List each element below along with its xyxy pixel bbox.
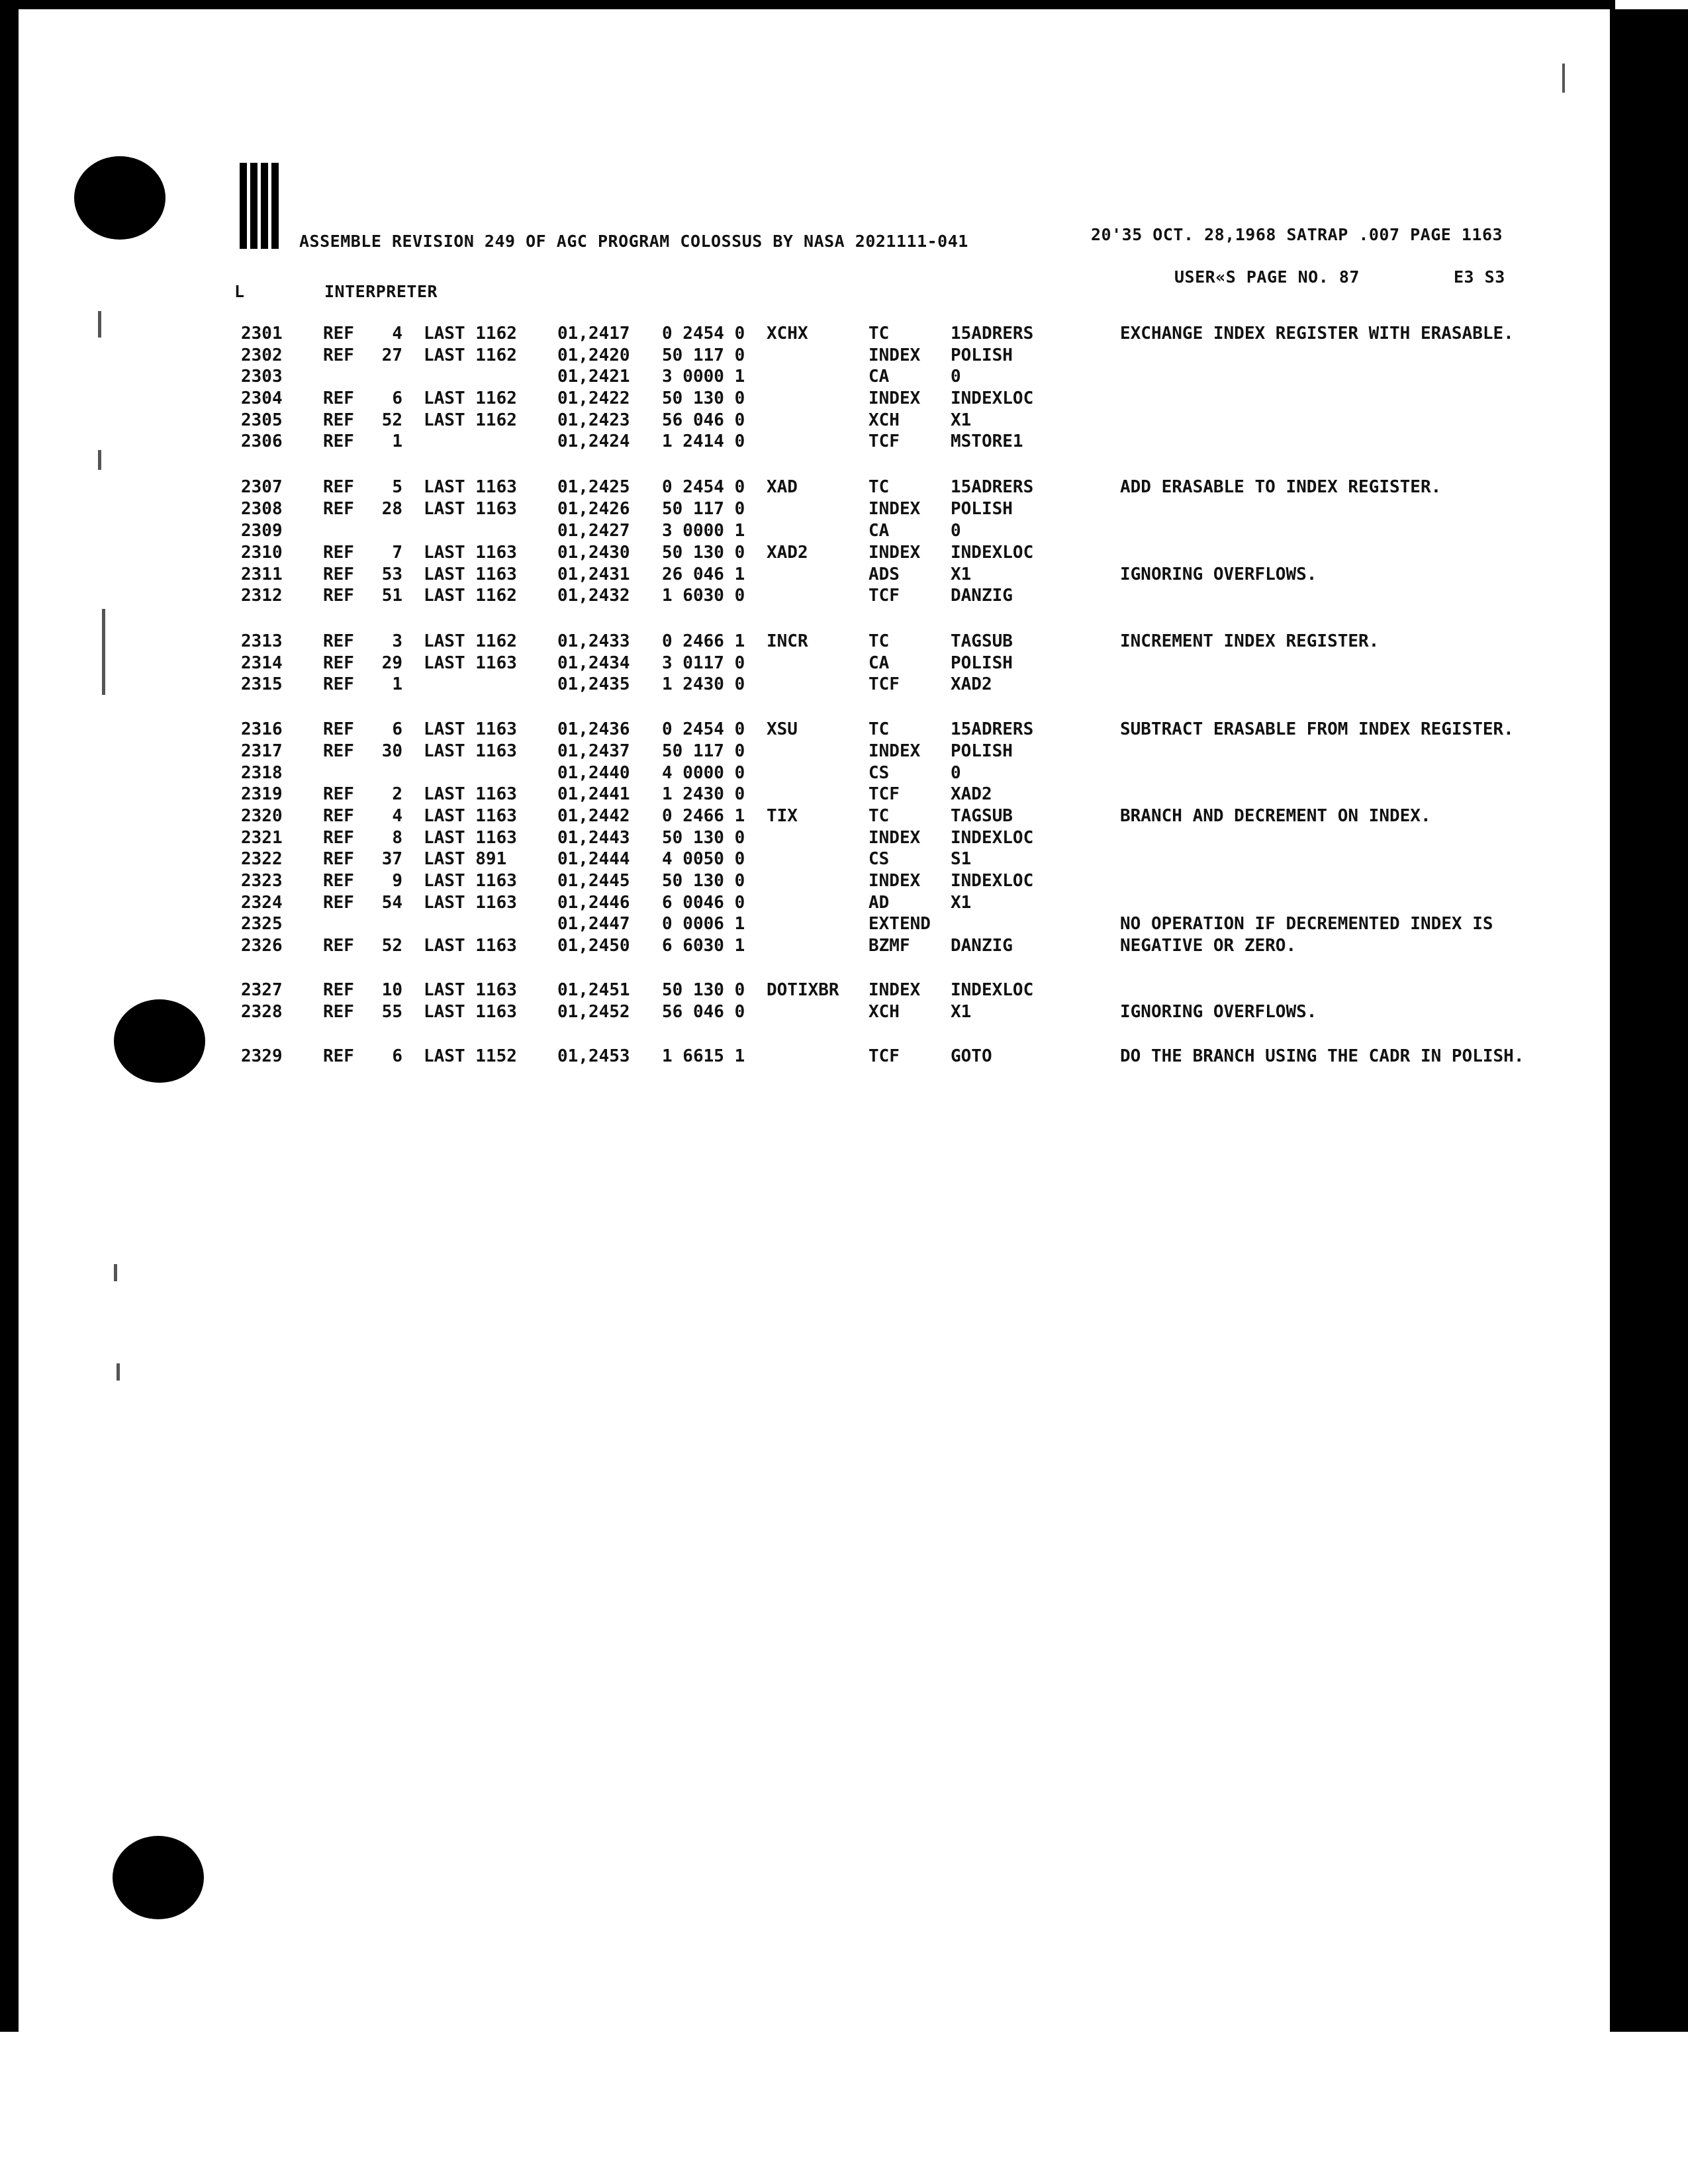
listing-row (0, 388, 1589, 409)
opcode: INDEX (868, 871, 921, 891)
listing-row (0, 870, 1589, 891)
address: 01,2433 (557, 631, 630, 651)
octal-code: 0 2466 1 (662, 806, 745, 826)
ref-count: 29 (381, 653, 402, 673)
comment: INCREMENT INDEX REGISTER. (1120, 631, 1380, 651)
address: 01,2427 (557, 521, 630, 541)
octal-code: 50 130 0 (662, 543, 745, 563)
ref-marker: REF (323, 849, 354, 869)
line-number: 2305 (241, 410, 283, 430)
column-l-label: L (234, 282, 245, 301)
listing-row (0, 979, 1589, 1001)
octal-code: 0 2454 0 (662, 719, 745, 739)
ref-count: 30 (381, 741, 402, 761)
listing-date-page: 20'35 OCT. 28,1968 SATRAP .007 PAGE 1163 (1091, 225, 1503, 244)
address: 01,2423 (557, 410, 630, 430)
address: 01,2417 (557, 324, 630, 343)
address: 01,2452 (557, 1002, 630, 1022)
address: 01,2440 (557, 763, 630, 783)
line-number: 2326 (241, 936, 283, 956)
line-number: 2327 (241, 980, 283, 1000)
address: 01,2443 (557, 828, 630, 848)
opcode: TCF (868, 674, 900, 694)
ref-marker: REF (323, 477, 354, 497)
listing-row (0, 674, 1589, 695)
address: 01,2436 (557, 719, 630, 739)
symbol-label: XAD (767, 477, 798, 497)
octal-code: 1 2430 0 (662, 784, 745, 804)
last-page: LAST 1152 (424, 1046, 517, 1066)
listing-row (0, 848, 1589, 870)
opcode: TCF (868, 784, 900, 804)
operand: 15ADRERS (951, 324, 1034, 343)
octal-code: 50 130 0 (662, 980, 745, 1000)
ref-count: 51 (381, 586, 402, 606)
ref-marker: REF (323, 565, 354, 584)
last-page: LAST 1163 (424, 477, 517, 497)
octal-code: 56 046 0 (662, 1002, 745, 1022)
address: 01,2425 (557, 477, 630, 497)
last-page: LAST 1163 (424, 565, 517, 584)
ref-marker: REF (323, 674, 354, 694)
ref-marker: REF (323, 410, 354, 430)
address: 01,2442 (557, 806, 630, 826)
last-page: LAST 1162 (424, 388, 517, 408)
ref-count: 6 (392, 719, 402, 739)
section-codes: E3 S3 (1454, 267, 1505, 287)
opcode: CS (868, 849, 890, 869)
last-page: LAST 1163 (424, 806, 517, 826)
last-page: LAST 1163 (424, 719, 517, 739)
listing-row (0, 323, 1589, 344)
listing-row (0, 935, 1589, 956)
operand: 0 (951, 521, 961, 541)
symbol-label: XCHX (767, 324, 808, 343)
listing-row (0, 892, 1589, 913)
listing-row (0, 719, 1589, 740)
opcode: INDEX (868, 543, 921, 563)
line-number: 2302 (241, 345, 283, 365)
operand: XAD2 (951, 674, 992, 694)
address: 01,2424 (557, 432, 630, 451)
ref-marker: REF (323, 345, 354, 365)
octal-code: 4 0000 0 (662, 763, 745, 783)
octal-code: 1 2430 0 (662, 674, 745, 694)
ref-count: 5 (392, 477, 402, 497)
ref-count: 54 (381, 893, 402, 913)
last-page: LAST 1163 (424, 1002, 517, 1022)
section-title: INTERPRETER (324, 282, 438, 301)
ref-marker: REF (323, 784, 354, 804)
listing-row (0, 564, 1589, 585)
scan-speck (1562, 64, 1565, 93)
octal-code: 4 0050 0 (662, 849, 745, 869)
operand: 0 (951, 763, 961, 783)
line-number: 2328 (241, 1002, 283, 1022)
ref-marker: REF (323, 1002, 354, 1022)
address: 01,2453 (557, 1046, 630, 1066)
last-page: LAST 1163 (424, 980, 517, 1000)
scan-speck (102, 609, 105, 695)
line-number: 2325 (241, 914, 283, 934)
line-number: 2317 (241, 741, 283, 761)
listing-row (0, 805, 1589, 827)
operand: X1 (951, 410, 972, 430)
listing-row (0, 827, 1589, 848)
operand: TAGSUB (951, 806, 1013, 826)
ref-count: 6 (392, 388, 402, 408)
octal-code: 1 2414 0 (662, 432, 745, 451)
last-page: LAST 891 (424, 849, 507, 869)
ref-count: 9 (392, 871, 402, 891)
ref-marker: REF (323, 543, 354, 563)
listing-row (0, 431, 1589, 452)
operand: INDEXLOC (951, 980, 1034, 1000)
octal-code: 1 6615 1 (662, 1046, 745, 1066)
opcode: XCH (868, 1002, 900, 1022)
opcode: INDEX (868, 388, 921, 408)
address: 01,2421 (557, 367, 630, 387)
octal-code: 3 0117 0 (662, 653, 745, 673)
ref-count: 3 (392, 631, 402, 651)
octal-code: 0 2454 0 (662, 324, 745, 343)
ref-marker: REF (323, 1046, 354, 1066)
comment: NO OPERATION IF DECREMENTED INDEX IS (1120, 914, 1493, 934)
operand: TAGSUB (951, 631, 1013, 651)
last-page: LAST 1163 (424, 893, 517, 913)
listing-row (0, 784, 1589, 805)
octal-code: 56 046 0 (662, 410, 745, 430)
operand: XAD2 (951, 784, 992, 804)
symbol-label: TIX (767, 806, 798, 826)
users-page-number: USER«S PAGE NO. 87 (1174, 267, 1360, 287)
last-page: LAST 1162 (424, 345, 517, 365)
line-number: 2306 (241, 432, 283, 451)
operand: INDEXLOC (951, 828, 1034, 848)
ref-count: 2 (392, 784, 402, 804)
opcode: BZMF (868, 936, 910, 956)
comment: IGNORING OVERFLOWS. (1120, 1002, 1317, 1022)
operand: POLISH (951, 741, 1013, 761)
ref-marker: REF (323, 871, 354, 891)
address: 01,2435 (557, 674, 630, 694)
line-number: 2313 (241, 631, 283, 651)
line-number: 2316 (241, 719, 283, 739)
last-page: LAST 1163 (424, 653, 517, 673)
octal-code: 3 0000 1 (662, 367, 745, 387)
binder-mark (240, 163, 247, 249)
operand: POLISH (951, 499, 1013, 519)
line-number: 2309 (241, 521, 283, 541)
comment: IGNORING OVERFLOWS. (1120, 565, 1317, 584)
opcode: TCF (868, 432, 900, 451)
address: 01,2445 (557, 871, 630, 891)
octal-code: 50 117 0 (662, 741, 745, 761)
listing-row (0, 477, 1589, 498)
last-page: LAST 1162 (424, 324, 517, 343)
opcode: CA (868, 521, 890, 541)
octal-code: 3 0000 1 (662, 521, 745, 541)
listing-title: ASSEMBLE REVISION 249 OF AGC PROGRAM COLOSSUS BY NASA 2021111-041 (299, 232, 968, 251)
ref-marker: REF (323, 806, 354, 826)
binder-mark (261, 163, 268, 249)
operand: INDEXLOC (951, 388, 1034, 408)
symbol-label: XSU (767, 719, 798, 739)
ref-marker: REF (323, 893, 354, 913)
scan-speck (98, 450, 101, 470)
opcode: TC (868, 806, 890, 826)
line-number: 2324 (241, 893, 283, 913)
last-page: LAST 1163 (424, 543, 517, 563)
address: 01,2426 (557, 499, 630, 519)
line-number: 2315 (241, 674, 283, 694)
operand: 15ADRERS (951, 719, 1034, 739)
address: 01,2447 (557, 914, 630, 934)
operand: 0 (951, 367, 961, 387)
opcode: INDEX (868, 345, 921, 365)
octal-code: 0 2466 1 (662, 631, 745, 651)
opcode: CA (868, 367, 890, 387)
symbol-label: XAD2 (767, 543, 808, 563)
address: 01,2430 (557, 543, 630, 563)
ref-count: 4 (392, 324, 402, 343)
ref-count: 1 (392, 432, 402, 451)
opcode: INDEX (868, 741, 921, 761)
address: 01,2434 (557, 653, 630, 673)
operand: X1 (951, 1002, 972, 1022)
symbol-label: DOTIXBR (767, 980, 839, 1000)
listing-row (0, 913, 1589, 934)
octal-code: 50 117 0 (662, 499, 745, 519)
line-number: 2319 (241, 784, 283, 804)
line-number: 2321 (241, 828, 283, 848)
line-number: 2320 (241, 806, 283, 826)
opcode: EXTEND (868, 914, 931, 934)
address: 01,2420 (557, 345, 630, 365)
operand: POLISH (951, 653, 1013, 673)
ref-count: 28 (381, 499, 402, 519)
operand: INDEXLOC (951, 543, 1034, 563)
ref-marker: REF (323, 586, 354, 606)
last-page: LAST 1162 (424, 586, 517, 606)
comment: DO THE BRANCH USING THE CADR IN POLISH. (1120, 1046, 1524, 1066)
line-number: 2310 (241, 543, 283, 563)
ref-count: 27 (381, 345, 402, 365)
line-number: 2322 (241, 849, 283, 869)
operand: MSTORE1 (951, 432, 1023, 451)
listing-row (0, 1046, 1589, 1067)
last-page: LAST 1163 (424, 499, 517, 519)
scan-border-right (1610, 9, 1688, 2032)
address: 01,2437 (557, 741, 630, 761)
last-page: LAST 1163 (424, 741, 517, 761)
line-number: 2323 (241, 871, 283, 891)
ref-marker: REF (323, 719, 354, 739)
last-page: LAST 1163 (424, 784, 517, 804)
operand: X1 (951, 893, 972, 913)
scan-speck (117, 1363, 120, 1381)
line-number: 2314 (241, 653, 283, 673)
comment: NEGATIVE OR ZERO. (1120, 936, 1297, 956)
last-page: LAST 1163 (424, 936, 517, 956)
listing-row (0, 498, 1589, 520)
ref-marker: REF (323, 631, 354, 651)
symbol-label: INCR (767, 631, 808, 651)
ref-count: 4 (392, 806, 402, 826)
octal-code: 1 6030 0 (662, 586, 745, 606)
line-number: 2303 (241, 367, 283, 387)
scan-speck (98, 311, 101, 338)
opcode: CS (868, 763, 890, 783)
line-number: 2329 (241, 1046, 283, 1066)
listing-row (0, 762, 1589, 784)
opcode: AD (868, 893, 890, 913)
line-number: 2311 (241, 565, 283, 584)
scan-speck (114, 1264, 117, 1281)
last-page: LAST 1162 (424, 631, 517, 651)
ref-count: 55 (381, 1002, 402, 1022)
last-page: LAST 1162 (424, 410, 517, 430)
listing-row (0, 653, 1589, 674)
ref-marker: REF (323, 653, 354, 673)
ref-marker: REF (323, 828, 354, 848)
line-number: 2308 (241, 499, 283, 519)
opcode: INDEX (868, 828, 921, 848)
comment: SUBTRACT ERASABLE FROM INDEX REGISTER. (1120, 719, 1514, 739)
line-number: 2312 (241, 586, 283, 606)
punch-hole-bottom (113, 1836, 204, 1919)
opcode: ADS (868, 565, 900, 584)
octal-code: 50 117 0 (662, 345, 745, 365)
listing-row (0, 585, 1589, 606)
line-number: 2304 (241, 388, 283, 408)
operand: DANZIG (951, 586, 1013, 606)
last-page: LAST 1163 (424, 871, 517, 891)
opcode: TC (868, 719, 890, 739)
ref-count: 8 (392, 828, 402, 848)
binder-mark (250, 163, 258, 249)
opcode: INDEX (868, 980, 921, 1000)
opcode: XCH (868, 410, 900, 430)
octal-code: 50 130 0 (662, 828, 745, 848)
listing-row (0, 410, 1589, 431)
octal-code: 6 0046 0 (662, 893, 745, 913)
comment: ADD ERASABLE TO INDEX REGISTER. (1120, 477, 1442, 497)
binder-mark (271, 163, 279, 249)
address: 01,2422 (557, 388, 630, 408)
listing-row (0, 631, 1589, 652)
operand: DANZIG (951, 936, 1013, 956)
listing-row (0, 345, 1589, 366)
listing-row (0, 542, 1589, 563)
listing-row (0, 520, 1589, 541)
listing-row (0, 1001, 1589, 1023)
ref-marker: REF (323, 936, 354, 956)
ref-count: 7 (392, 543, 402, 563)
ref-marker: REF (323, 388, 354, 408)
last-page: LAST 1163 (424, 828, 517, 848)
ref-count: 52 (381, 410, 402, 430)
opcode: TCF (868, 586, 900, 606)
address: 01,2431 (557, 565, 630, 584)
ref-count: 1 (392, 674, 402, 694)
opcode: TC (868, 324, 890, 343)
line-number: 2307 (241, 477, 283, 497)
address: 01,2444 (557, 849, 630, 869)
octal-code: 50 130 0 (662, 871, 745, 891)
ref-marker: REF (323, 432, 354, 451)
address: 01,2446 (557, 893, 630, 913)
octal-code: 0 2454 0 (662, 477, 745, 497)
opcode: TCF (868, 1046, 900, 1066)
address: 01,2450 (557, 936, 630, 956)
ref-marker: REF (323, 499, 354, 519)
opcode: INDEX (868, 499, 921, 519)
address: 01,2432 (557, 586, 630, 606)
operand: INDEXLOC (951, 871, 1034, 891)
comment: EXCHANGE INDEX REGISTER WITH ERASABLE. (1120, 324, 1514, 343)
listing-row (0, 366, 1589, 387)
operand: 15ADRERS (951, 477, 1034, 497)
octal-code: 50 130 0 (662, 388, 745, 408)
ref-marker: REF (323, 980, 354, 1000)
opcode: CA (868, 653, 890, 673)
octal-code: 0 0006 1 (662, 914, 745, 934)
listing-row (0, 741, 1589, 762)
operand: POLISH (951, 345, 1013, 365)
ref-count: 53 (381, 565, 402, 584)
octal-code: 26 046 1 (662, 565, 745, 584)
address: 01,2441 (557, 784, 630, 804)
octal-code: 6 6030 1 (662, 936, 745, 956)
opcode: TC (868, 477, 890, 497)
ref-count: 52 (381, 936, 402, 956)
operand: X1 (951, 565, 972, 584)
opcode: TC (868, 631, 890, 651)
ref-count: 37 (381, 849, 402, 869)
line-number: 2301 (241, 324, 283, 343)
ref-marker: REF (323, 741, 354, 761)
comment: BRANCH AND DECREMENT ON INDEX. (1120, 806, 1431, 826)
ref-count: 10 (381, 980, 402, 1000)
operand: S1 (951, 849, 972, 869)
ref-marker: REF (323, 324, 354, 343)
punch-hole-top (74, 156, 165, 240)
address: 01,2451 (557, 980, 630, 1000)
operand: GOTO (951, 1046, 992, 1066)
scan-border-top (0, 0, 1615, 9)
ref-count: 6 (392, 1046, 402, 1066)
line-number: 2318 (241, 763, 283, 783)
